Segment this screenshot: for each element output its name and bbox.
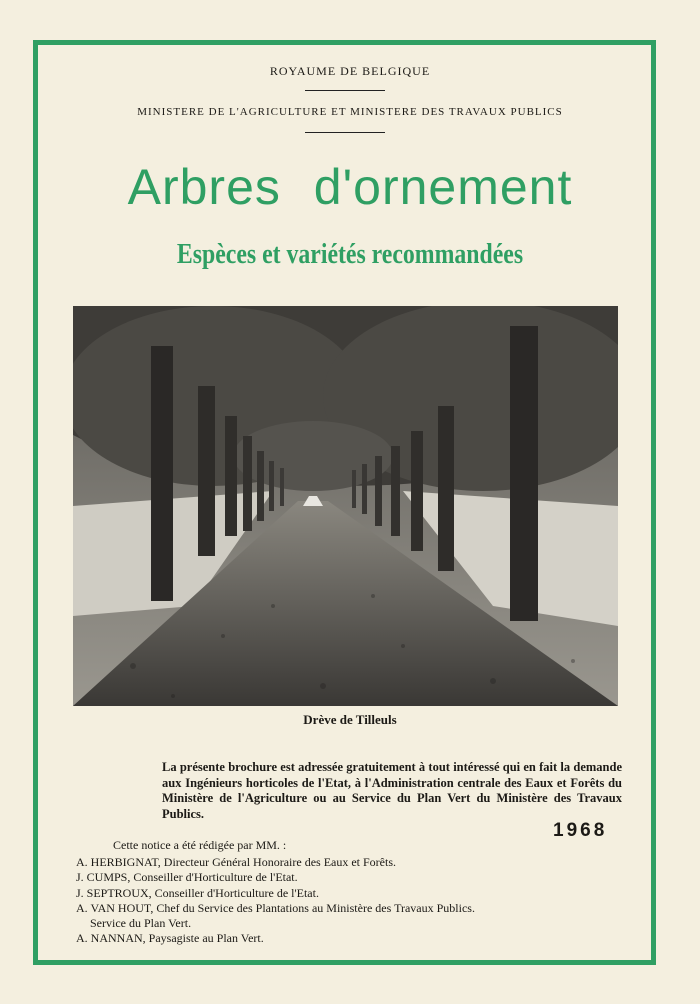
author-entry: A. NANNAN, Paysagiste au Plan Vert. [76, 931, 264, 946]
tree-avenue-illustration [73, 306, 618, 706]
kingdom-heading: ROYAUME DE BELGIQUE [269, 64, 431, 78]
authors-intro: Cette notice a été rédigée par MM. : [113, 838, 287, 852]
author-entry: A. HERBIGNAT, Directeur Général Honoraire des Eaux et Forêts. [76, 855, 397, 869]
author-entry: J. CUMPS, Conseiller d'Horticulture de l'Etat. [76, 870, 298, 885]
page-subtitle: Espèces et variétés recommandées [176, 238, 524, 270]
publication-year: 1968 [553, 820, 608, 841]
divider-rule [305, 90, 385, 91]
author-line-continuation: Service du Plan Vert. [90, 916, 192, 931]
ministry-heading: MINISTERE DE L'AGRICULTURE ET MINISTERE DES TRAVAUX PUBLICS [137, 106, 563, 118]
avenue-photo [73, 306, 618, 706]
author-entry [76, 901, 636, 932]
page-title: Arbres d'ornement [127, 159, 573, 215]
author-line: A. VAN HOUT, Chef du Service des Plantations au Ministère des Travaux Publics. [76, 900, 475, 915]
author-entry: J. SEPTROUX, Conseiller d'Horticulture de l'Etat. [76, 885, 319, 900]
authors-list [76, 855, 636, 947]
divider-rule [305, 132, 385, 133]
photo-caption: Drève de Tilleuls [303, 712, 397, 727]
distribution-notice: La présente brochure est adressée gratuitement à tout intéressé qui en fait la demande aux Ingénieurs horticoles de l'Etat, à l'Administration centrale des Eaux et Forêts du Ministère de l'Agriculture ou au Service du Plan Vert du Ministère des Travaux Publics. [162, 760, 622, 821]
